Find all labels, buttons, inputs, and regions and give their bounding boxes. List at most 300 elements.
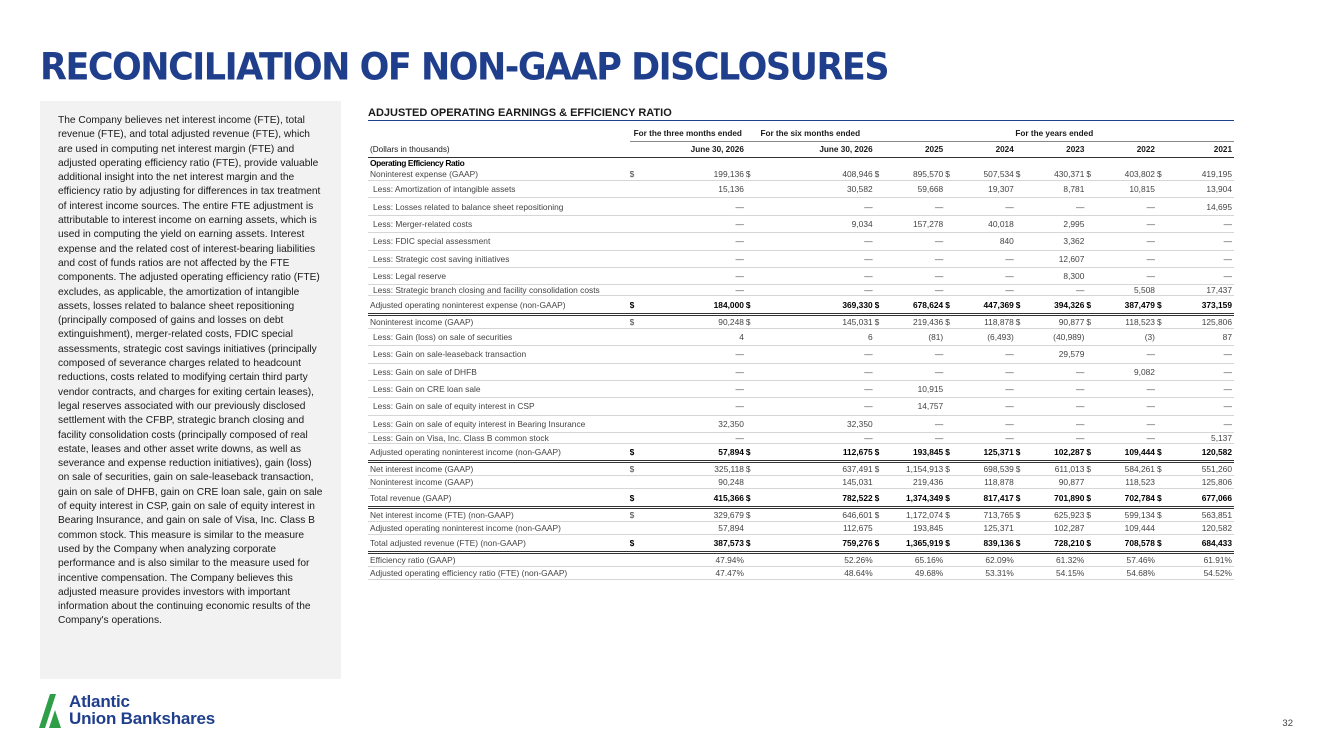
row-value: 713,765 [958,507,1016,521]
dollar-sign [1016,363,1028,380]
row-value: 1,374,349 [887,489,945,507]
table-row [368,314,1234,328]
dollar-sign [1157,250,1169,267]
dollar-sign [1016,181,1028,198]
row-value: 14,757 [887,398,945,415]
dollar-sign [1086,380,1098,397]
group-header-three-months: For the three months ended [630,126,746,142]
column-header-row [368,142,1234,158]
row-value: — [887,363,945,380]
row-value: — [758,233,874,250]
column-header: June 30, 2026 [690,145,744,154]
row-value: 403,802 [1099,168,1157,181]
row-value: — [887,233,945,250]
dollar-sign [1157,398,1169,415]
row-label: Adjusted operating efficiency ratio (FTE) (non-GAAP) [368,567,630,580]
row-value: 54.52% [1169,567,1234,580]
page-title: RECONCILIATION OF NON-GAAP DISCLOSURES [40,46,889,90]
row-value: 90,248 [642,314,746,328]
dollar-sign [1157,267,1169,284]
row-value: 49.68% [887,567,945,580]
dollar-sign [746,198,758,215]
dollar-sign: $ [875,507,887,521]
table-row [368,534,1234,552]
dollar-sign [1157,285,1169,296]
dollar-sign: $ [1016,489,1028,507]
subsection-header-row [368,158,1234,169]
row-value: 109,444 [1099,444,1157,462]
dollar-sign [1086,521,1098,534]
row-value: 369,330 [758,296,874,314]
row-value: 47.94% [642,553,746,567]
dollar-sign: $ [1157,462,1169,476]
dollar-sign [1086,415,1098,432]
row-value: 840 [958,233,1016,250]
dollar-sign [1157,433,1169,444]
row-value: 118,523 [1099,476,1157,489]
row-label: Adjusted operating noninterest income (non-GAAP) [368,521,630,534]
dollar-sign [630,433,642,444]
row-value: 1,365,919 [887,534,945,552]
column-header: 2023 [1066,145,1085,154]
dollar-sign: $ [945,314,957,328]
row-value: 109,444 [1099,521,1157,534]
dollar-sign: $ [1086,168,1098,181]
row-value: — [1099,398,1157,415]
table-row [368,363,1234,380]
row-value: — [958,363,1016,380]
dollar-sign: $ [1157,168,1169,181]
explanation-text: The Company believes net interest income (FTE), total revenue (FTE), and total adjusted revenue (FTE), which are used in computing net interest margin (FTE) and adjusted operating efficiency ratio (FTE), provide valuable additional insight into the net interest margin and the efficiency ratio by adjusting for differences in tax treatment of interest income sources. The entire FTE adjustment is attributable to interest income on earning assets, which is used in computing the yield on earning assets. Interest expense and the related cost of interest-bearing liabilities and cost of funds ratios are not affected by the FTE components. The adjusted operating efficiency ratio (FTE) excludes, as applicable, the amortization of intangible assets, losses related to balance sheet repositioning (principally composed of gains and losses on debt extinguishment), merger-related costs, FDIC special assessments, strategic cost savings initiatives (principally composed of severance charges related to headcount reductions, costs related to modifying certain third party vendor contracts, and charges for exiting certain leases), legal reserves associated with our previously disclosed settlement with the CFBP, strategic branch closing and facility consolidation costs (principally composed of real estate, leases and other asset write downs, as well as severance and expense reduction initiatives), gain (loss) on sale of securities, gain on sale-leaseback transaction, gain on sale of DHFB, gain on CRE loan sale, gain on sale of equity interest in CSP, gain on sale of equity interest in Bearing Insurance, and gain on sale of Visa, Inc. Class B common stock. This measure is similar to the measure used by the Company when analyzing corporate performance and is also similar to the measure used for incentive compensation. The Company believes this adjusted measure provides investors with important information about the continuing economic results of the Company's operations. [58,115,323,627]
row-value: — [958,285,1016,296]
row-value: 8,300 [1028,267,1086,284]
dollar-sign [1157,233,1169,250]
dollar-sign: $ [746,444,758,462]
row-value: — [1169,363,1234,380]
dollar-sign [746,181,758,198]
row-label: Less: Strategic branch closing and facility consolidation costs [368,285,630,296]
dollar-sign [630,346,642,363]
dollar-sign [746,328,758,345]
column-header: 2021 [1213,145,1232,154]
table-row [368,181,1234,198]
row-value: 419,195 [1169,168,1234,181]
dollar-sign [945,567,957,580]
dollar-sign: $ [945,444,957,462]
dollar-sign: $ [746,168,758,181]
row-value: 701,890 [1028,489,1086,507]
row-value: 895,570 [887,168,945,181]
row-value: — [1028,433,1086,444]
company-logo [39,693,269,729]
row-value: — [1099,380,1157,397]
row-value: 1,172,074 [887,507,945,521]
dollar-sign: $ [1086,534,1098,552]
row-label: Noninterest income (GAAP) [368,314,630,328]
dollar-sign [945,346,957,363]
dollar-sign [945,267,957,284]
row-value: 507,534 [958,168,1016,181]
dollar-sign [1016,415,1028,432]
dollar-sign [746,521,758,534]
row-value: 193,845 [887,521,945,534]
dollar-sign: $ [1157,507,1169,521]
dollar-sign [746,476,758,489]
dollar-sign [630,567,642,580]
dollar-sign [945,433,957,444]
row-value: 684,433 [1169,534,1234,552]
row-value: 193,845 [887,444,945,462]
column-header: 2025 [925,145,944,154]
row-value: 782,522 [758,489,874,507]
row-value: 40,018 [958,215,1016,232]
row-value: 14,695 [1169,198,1234,215]
dollar-sign [1086,198,1098,215]
explanation-panel [40,101,341,679]
row-value: — [642,433,746,444]
row-value: 145,031 [758,476,874,489]
row-value: 87 [1169,328,1234,345]
dollar-sign [875,285,887,296]
dollar-sign: $ [945,168,957,181]
row-label: Net interest income (FTE) (non-GAAP) [368,507,630,521]
dollar-sign [1086,215,1098,232]
row-value: 125,806 [1169,476,1234,489]
dollar-sign: $ [875,534,887,552]
row-value: — [758,267,874,284]
dollar-sign [630,285,642,296]
row-value: — [1028,285,1086,296]
mountain-logo-icon [39,694,65,728]
row-value: 611,013 [1028,462,1086,476]
dollar-sign: $ [630,314,642,328]
dollar-sign [1016,250,1028,267]
dollar-sign [875,198,887,215]
table-row [368,250,1234,267]
dollar-sign [746,346,758,363]
dollar-sign [630,380,642,397]
row-value: — [958,250,1016,267]
row-value: (81) [887,328,945,345]
row-value: 57.46% [1099,553,1157,567]
table-row [368,346,1234,363]
table-row [368,398,1234,415]
dollar-sign [1016,476,1028,489]
row-value: 394,326 [1028,296,1086,314]
group-header-years: For the years ended [875,126,1234,142]
dollar-sign: $ [1157,314,1169,328]
subsection-label: Operating Efficiency Ratio [368,158,1234,169]
dollar-sign: $ [875,489,887,507]
dollar-sign [875,567,887,580]
row-value: 17,437 [1169,285,1234,296]
logo-text-line2: Union Bankshares [69,709,216,728]
dollar-sign [875,380,887,397]
row-value: — [958,433,1016,444]
dollar-sign [945,476,957,489]
row-label: Less: Amortization of intangible assets [368,181,630,198]
row-value: — [642,380,746,397]
dollar-sign [630,215,642,232]
dollar-sign: $ [746,507,758,521]
table-row [368,553,1234,567]
dollar-sign [1016,567,1028,580]
dollar-sign [1086,181,1098,198]
row-value: (6,493) [958,328,1016,345]
dollar-sign: $ [630,444,642,462]
table-row [368,285,1234,296]
row-label: Total adjusted revenue (FTE) (non-GAAP) [368,534,630,552]
row-value: 57,894 [642,521,746,534]
dollar-sign: $ [945,507,957,521]
row-label: Less: Gain on CRE loan sale [368,380,630,397]
dollar-sign [875,398,887,415]
dollar-sign [945,398,957,415]
row-value: — [758,398,874,415]
row-value: 19,307 [958,181,1016,198]
row-value: 54.68% [1099,567,1157,580]
dollar-sign [875,346,887,363]
row-value: 678,624 [887,296,945,314]
dollar-sign: $ [1157,444,1169,462]
dollar-sign [746,363,758,380]
row-value: 32,350 [758,415,874,432]
dollar-sign [1016,233,1028,250]
row-value: — [758,346,874,363]
row-value: — [1099,415,1157,432]
row-value: 102,287 [1028,521,1086,534]
dollar-sign [1157,363,1169,380]
dollar-sign [746,415,758,432]
table-row [368,433,1234,444]
dollar-sign [1157,198,1169,215]
dollar-sign: $ [945,534,957,552]
row-value: 447,369 [958,296,1016,314]
units-label: (Dollars in thousands) [370,144,450,154]
row-value: 9,082 [1099,363,1157,380]
dollar-sign: $ [630,168,642,181]
row-value: 584,261 [1099,462,1157,476]
row-value: — [887,346,945,363]
dollar-sign [1086,250,1098,267]
row-value: 53.31% [958,567,1016,580]
dollar-sign [746,433,758,444]
dollar-sign [1016,328,1028,345]
dollar-sign [1086,285,1098,296]
dollar-sign [1157,380,1169,397]
dollar-sign: $ [1086,296,1098,314]
row-label: Net interest income (GAAP) [368,462,630,476]
row-value: — [642,346,746,363]
row-label: Noninterest income (GAAP) [368,476,630,489]
dollar-sign [945,363,957,380]
column-header: 2024 [995,145,1014,154]
row-value: 759,276 [758,534,874,552]
row-value: — [758,433,874,444]
table-row [368,380,1234,397]
row-value: 199,136 [642,168,746,181]
dollar-sign: $ [1157,534,1169,552]
row-value: 10,815 [1099,181,1157,198]
row-label: Less: Strategic cost saving initiatives [368,250,630,267]
dollar-sign: $ [1086,507,1098,521]
table-row [368,567,1234,580]
row-value: — [642,215,746,232]
column-header: 2022 [1136,145,1155,154]
row-label: Less: Gain (loss) on sale of securities [368,328,630,345]
dollar-sign: $ [630,296,642,314]
row-value: 2,995 [1028,215,1086,232]
row-value: — [758,363,874,380]
row-value: 157,278 [887,215,945,232]
row-value: 325,118 [642,462,746,476]
dollar-sign [1157,181,1169,198]
row-value: 112,675 [758,444,874,462]
dollar-sign [945,553,957,567]
dollar-sign [1086,567,1098,580]
dollar-sign: $ [1016,534,1028,552]
row-value: 90,877 [1028,314,1086,328]
dollar-sign: $ [1157,489,1169,507]
dollar-sign [945,285,957,296]
dollar-sign: $ [630,534,642,552]
dollar-sign [1016,267,1028,284]
row-value: 61.91% [1169,553,1234,567]
row-value: 373,159 [1169,296,1234,314]
dollar-sign [746,285,758,296]
group-header-six-months: For the six months ended [746,126,875,142]
dollar-sign [1016,346,1028,363]
row-value: — [1099,267,1157,284]
section-divider [368,120,1234,121]
row-value: — [887,285,945,296]
table-row [368,476,1234,489]
row-value: 677,066 [1169,489,1234,507]
dollar-sign: $ [746,296,758,314]
row-value: — [758,250,874,267]
logo-text-line1: Atlantic [69,692,130,711]
row-value: — [1028,363,1086,380]
row-value: 125,371 [958,521,1016,534]
row-value: — [887,250,945,267]
dollar-sign [875,267,887,284]
row-value: — [958,415,1016,432]
dollar-sign [630,233,642,250]
row-value: 6 [758,328,874,345]
group-header-row [368,126,1234,142]
row-label: Less: Merger-related costs [368,215,630,232]
dollar-sign [1016,433,1028,444]
row-value: 102,287 [1028,444,1086,462]
dollar-sign: $ [1086,462,1098,476]
row-value: — [887,433,945,444]
dollar-sign: $ [945,296,957,314]
dollar-sign [1157,521,1169,534]
row-value: 112,675 [758,521,874,534]
row-value: — [887,415,945,432]
dollar-sign [1016,553,1028,567]
row-value: — [642,233,746,250]
row-label: Less: Gain on sale of DHFB [368,363,630,380]
dollar-sign [1086,433,1098,444]
row-value: — [1028,415,1086,432]
dollar-sign: $ [1016,507,1028,521]
efficiency-ratio-table [368,126,1234,580]
dollar-sign [630,267,642,284]
dollar-sign [1157,215,1169,232]
row-value: 118,523 [1099,314,1157,328]
row-value: — [1169,346,1234,363]
row-value: 8,781 [1028,181,1086,198]
dollar-sign [1086,476,1098,489]
row-value: 5,137 [1169,433,1234,444]
row-value: 817,417 [958,489,1016,507]
row-label: Less: Gain on sale of equity interest in CSP [368,398,630,415]
dollar-sign [1016,198,1028,215]
row-value: 184,000 [642,296,746,314]
row-value: 30,582 [758,181,874,198]
dollar-sign [945,415,957,432]
row-value: — [1169,398,1234,415]
row-label: Noninterest expense (GAAP) [368,168,630,181]
row-value: 219,436 [887,476,945,489]
row-value: 839,136 [958,534,1016,552]
dollar-sign [945,215,957,232]
dollar-sign [746,553,758,567]
row-value: — [758,198,874,215]
row-value: 29,579 [1028,346,1086,363]
table-row [368,215,1234,232]
table-row [368,267,1234,284]
dollar-sign: $ [945,462,957,476]
dollar-sign: $ [1086,489,1098,507]
table-row [368,296,1234,314]
dollar-sign: $ [1157,296,1169,314]
dollar-sign [746,250,758,267]
dollar-sign: $ [1086,314,1098,328]
row-value: — [642,198,746,215]
row-value: — [758,380,874,397]
dollar-sign [945,250,957,267]
dollar-sign [1086,346,1098,363]
row-value: — [958,398,1016,415]
dollar-sign [1157,567,1169,580]
table-row [368,489,1234,507]
row-value: (3) [1099,328,1157,345]
row-value: 563,851 [1169,507,1234,521]
dollar-sign [1016,521,1028,534]
dollar-sign [945,233,957,250]
row-label: Efficiency ratio (GAAP) [368,553,630,567]
row-value: 120,582 [1169,444,1234,462]
row-value: 52.26% [758,553,874,567]
dollar-sign: $ [945,489,957,507]
row-value: 219,436 [887,314,945,328]
row-label: Total revenue (GAAP) [368,489,630,507]
row-value: 62.09% [958,553,1016,567]
column-header: June 30, 2026 [819,145,873,154]
dollar-sign: $ [1016,296,1028,314]
dollar-sign [875,363,887,380]
row-value: — [958,267,1016,284]
dollar-sign [746,398,758,415]
dollar-sign [746,233,758,250]
row-label: Adjusted operating noninterest income (non-GAAP) [368,444,630,462]
row-value: — [1099,433,1157,444]
dollar-sign [945,380,957,397]
dollar-sign [630,181,642,198]
dollar-sign: $ [746,534,758,552]
